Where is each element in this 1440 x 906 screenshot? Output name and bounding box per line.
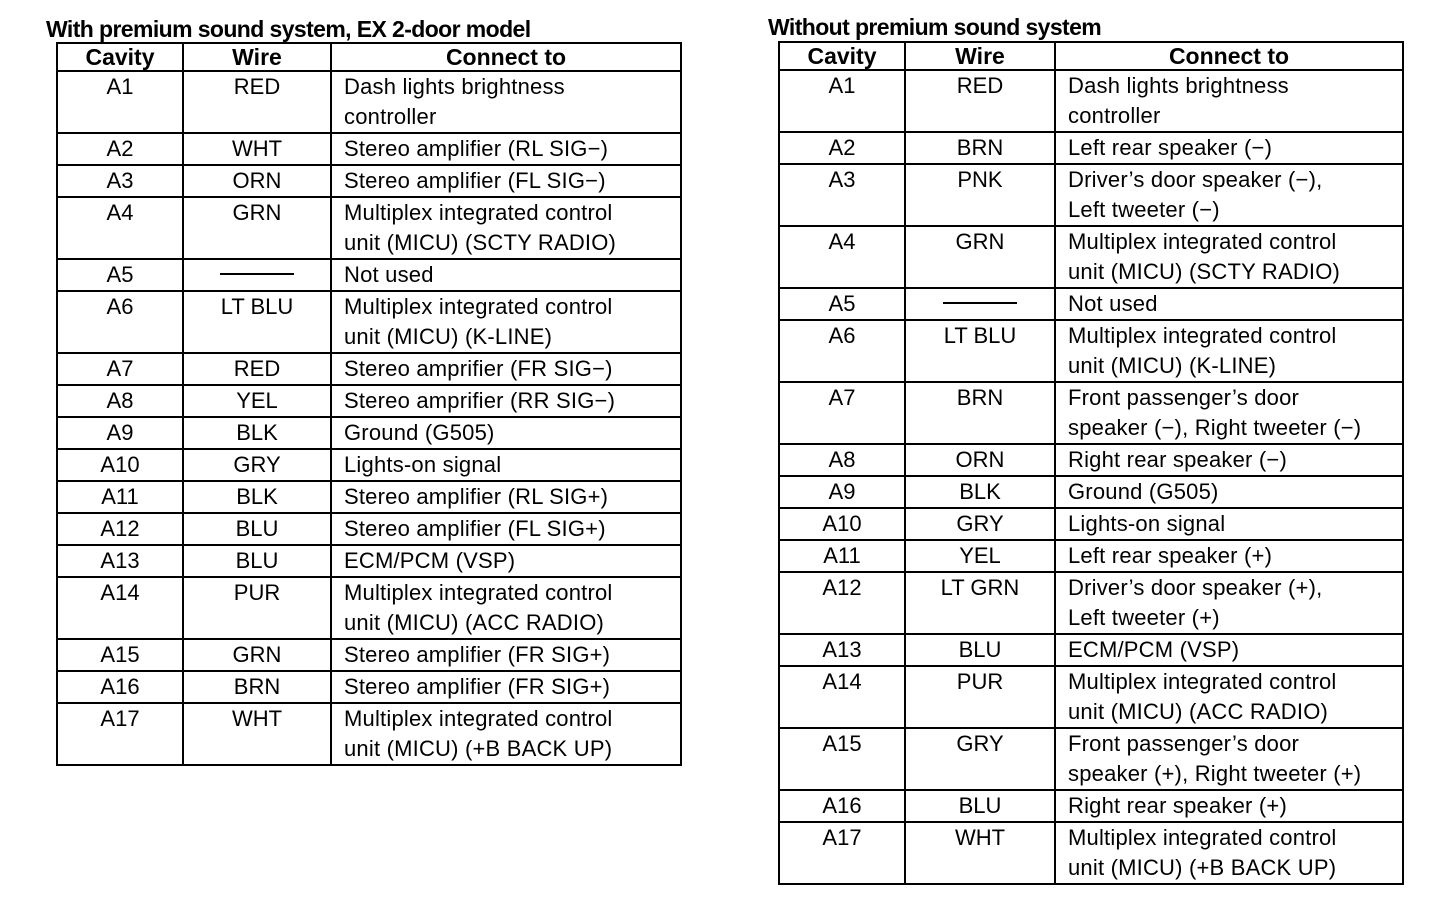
cavity-cell: A17 (779, 822, 905, 884)
connect-to-cell: Multiplex integrated control unit (MICU) (ACC RADIO) (331, 577, 681, 639)
wire-cell (905, 288, 1055, 320)
wire-cell: ORN (183, 165, 331, 197)
table-row (779, 288, 1403, 320)
wire-cell: BLK (183, 481, 331, 513)
connect-to-cell: Lights-on signal (1055, 508, 1403, 540)
cavity-cell: A12 (57, 513, 183, 545)
wire-cell: PUR (183, 577, 331, 639)
cavity-cell: A8 (779, 444, 905, 476)
table-row (779, 634, 1403, 666)
table-row (779, 444, 1403, 476)
cavity-cell: A1 (57, 71, 183, 133)
connect-to-cell: Dash lights brightness controller (331, 71, 681, 133)
table-row (57, 259, 681, 291)
connect-to-header: Connect to (1055, 42, 1403, 70)
table-row (779, 790, 1403, 822)
wire-cell: WHT (183, 703, 331, 765)
cavity-cell: A9 (779, 476, 905, 508)
connect-to-cell: Not used (331, 259, 681, 291)
wire-cell: LT BLU (905, 320, 1055, 382)
wire-cell: BRN (905, 132, 1055, 164)
wire-cell: WHT (905, 822, 1055, 884)
cavity-cell: A5 (57, 259, 183, 291)
table-row (57, 197, 681, 259)
connect-to-cell: Stereo amplifier (FR SIG+) (331, 639, 681, 671)
wire-cell: GRY (905, 508, 1055, 540)
wire-cell: GRN (183, 197, 331, 259)
connect-to-header: Connect to (331, 43, 681, 71)
not-used-dash (220, 273, 294, 275)
table-row (779, 666, 1403, 728)
cavity-cell: A6 (779, 320, 905, 382)
wire-cell: BLK (183, 417, 331, 449)
connect-to-cell: Ground (G505) (331, 417, 681, 449)
connect-to-cell: Stereo amplifier (FR SIG+) (331, 671, 681, 703)
wire-cell: GRN (183, 639, 331, 671)
connect-to-cell: Right rear speaker (+) (1055, 790, 1403, 822)
cavity-cell: A7 (57, 353, 183, 385)
wire-cell: BLU (183, 513, 331, 545)
cavity-cell: A2 (57, 133, 183, 165)
wire-cell: BLK (905, 476, 1055, 508)
cavity-cell: A7 (779, 382, 905, 444)
table-row (57, 71, 681, 133)
table-row (57, 291, 681, 353)
wire-cell: GRY (183, 449, 331, 481)
wire-cell: PUR (905, 666, 1055, 728)
table-row (57, 639, 681, 671)
connect-to-cell: Stereo amprifier (FR SIG−) (331, 353, 681, 385)
connect-to-cell: Stereo amplifier (FL SIG−) (331, 165, 681, 197)
connect-to-cell: Not used (1055, 288, 1403, 320)
table-row (57, 449, 681, 481)
connect-to-cell: Stereo amplifier (FL SIG+) (331, 513, 681, 545)
connect-to-cell: Left rear speaker (−) (1055, 132, 1403, 164)
connect-to-cell: Stereo amprifier (RR SIG−) (331, 385, 681, 417)
table-row (779, 164, 1403, 226)
connect-to-cell: ECM/PCM (VSP) (1055, 634, 1403, 666)
table-row (57, 165, 681, 197)
cavity-cell: A16 (779, 790, 905, 822)
table-row (779, 540, 1403, 572)
connect-to-cell: Front passenger’s door speaker (+), Right tweeter (+) (1055, 728, 1403, 790)
cavity-cell: A11 (57, 481, 183, 513)
table-row (57, 417, 681, 449)
cavity-cell: A5 (779, 288, 905, 320)
connect-to-cell: Driver’s door speaker (−), Left tweeter (−) (1055, 164, 1403, 226)
connect-to-cell: Multiplex integrated control unit (MICU) (K-LINE) (1055, 320, 1403, 382)
table-row (779, 822, 1403, 884)
wire-cell: BLU (905, 790, 1055, 822)
table-row (57, 545, 681, 577)
connect-to-cell: Right rear speaker (−) (1055, 444, 1403, 476)
left-wire-table (56, 42, 682, 766)
table-row (57, 577, 681, 639)
wire-cell: BRN (905, 382, 1055, 444)
cavity-cell: A14 (57, 577, 183, 639)
wire-cell: LT GRN (905, 572, 1055, 634)
cavity-cell: A1 (779, 70, 905, 132)
left-table-title: With premium sound system, EX 2-door model (46, 16, 531, 42)
connect-to-cell: Multiplex integrated control unit (MICU) (+B BACK UP) (331, 703, 681, 765)
connect-to-cell: Lights-on signal (331, 449, 681, 481)
wire-cell: BLU (905, 634, 1055, 666)
wire-cell (183, 259, 331, 291)
wire-cell: YEL (905, 540, 1055, 572)
connect-to-cell: Multiplex integrated control unit (MICU) (+B BACK UP) (1055, 822, 1403, 884)
connect-to-cell: Front passenger’s door speaker (−), Right tweeter (−) (1055, 382, 1403, 444)
wire-cell: YEL (183, 385, 331, 417)
cavity-cell: A13 (779, 634, 905, 666)
table-row (57, 703, 681, 765)
table-row (779, 728, 1403, 790)
wire-cell: LT BLU (183, 291, 331, 353)
table-row (779, 572, 1403, 634)
cavity-cell: A14 (779, 666, 905, 728)
right-wire-table (778, 41, 1404, 885)
cavity-cell: A11 (779, 540, 905, 572)
cavity-cell: A10 (779, 508, 905, 540)
table-row (57, 133, 681, 165)
connect-to-cell: Multiplex integrated control unit (MICU) (SCTY RADIO) (331, 197, 681, 259)
table-row (57, 353, 681, 385)
table-row (779, 132, 1403, 164)
connect-to-cell: ECM/PCM (VSP) (331, 545, 681, 577)
cavity-cell: A4 (57, 197, 183, 259)
connect-to-cell: Multiplex integrated control unit (MICU) (SCTY RADIO) (1055, 226, 1403, 288)
wire-cell: PNK (905, 164, 1055, 226)
cavity-cell: A6 (57, 291, 183, 353)
not-used-dash (943, 302, 1017, 304)
wire-cell: RED (905, 70, 1055, 132)
wire-cell: GRN (905, 226, 1055, 288)
wire-cell: RED (183, 353, 331, 385)
connect-to-cell: Multiplex integrated control unit (MICU) (ACC RADIO) (1055, 666, 1403, 728)
table-row (779, 476, 1403, 508)
cavity-cell: A17 (57, 703, 183, 765)
cavity-cell: A15 (57, 639, 183, 671)
connect-to-cell: Ground (G505) (1055, 476, 1403, 508)
cavity-cell: A3 (779, 164, 905, 226)
cavity-header: Cavity (779, 42, 905, 70)
wire-header: Wire (183, 43, 331, 71)
cavity-cell: A16 (57, 671, 183, 703)
table-row (57, 671, 681, 703)
connect-to-cell: Left rear speaker (+) (1055, 540, 1403, 572)
wire-header: Wire (905, 42, 1055, 70)
cavity-cell: A12 (779, 572, 905, 634)
connect-to-cell: Driver’s door speaker (+), Left tweeter (+) (1055, 572, 1403, 634)
connect-to-cell: Stereo amplifier (RL SIG−) (331, 133, 681, 165)
cavity-cell: A10 (57, 449, 183, 481)
cavity-cell: A13 (57, 545, 183, 577)
cavity-cell: A3 (57, 165, 183, 197)
wire-cell: GRY (905, 728, 1055, 790)
table-row (57, 513, 681, 545)
cavity-cell: A15 (779, 728, 905, 790)
cavity-cell: A2 (779, 132, 905, 164)
table-row (57, 481, 681, 513)
wire-cell: WHT (183, 133, 331, 165)
right-table-title: Without premium sound system (768, 14, 1102, 40)
wire-cell: ORN (905, 444, 1055, 476)
table-row (779, 508, 1403, 540)
connect-to-cell: Dash lights brightness controller (1055, 70, 1403, 132)
cavity-cell: A4 (779, 226, 905, 288)
cavity-cell: A8 (57, 385, 183, 417)
wire-cell: BRN (183, 671, 331, 703)
table-row (779, 320, 1403, 382)
wire-cell: RED (183, 71, 331, 133)
cavity-cell: A9 (57, 417, 183, 449)
table-row (779, 70, 1403, 132)
table-row (779, 382, 1403, 444)
connect-to-cell: Stereo amplifier (RL SIG+) (331, 481, 681, 513)
cavity-header: Cavity (57, 43, 183, 71)
table-row (57, 385, 681, 417)
wire-cell: BLU (183, 545, 331, 577)
table-row (779, 226, 1403, 288)
connect-to-cell: Multiplex integrated control unit (MICU) (K-LINE) (331, 291, 681, 353)
